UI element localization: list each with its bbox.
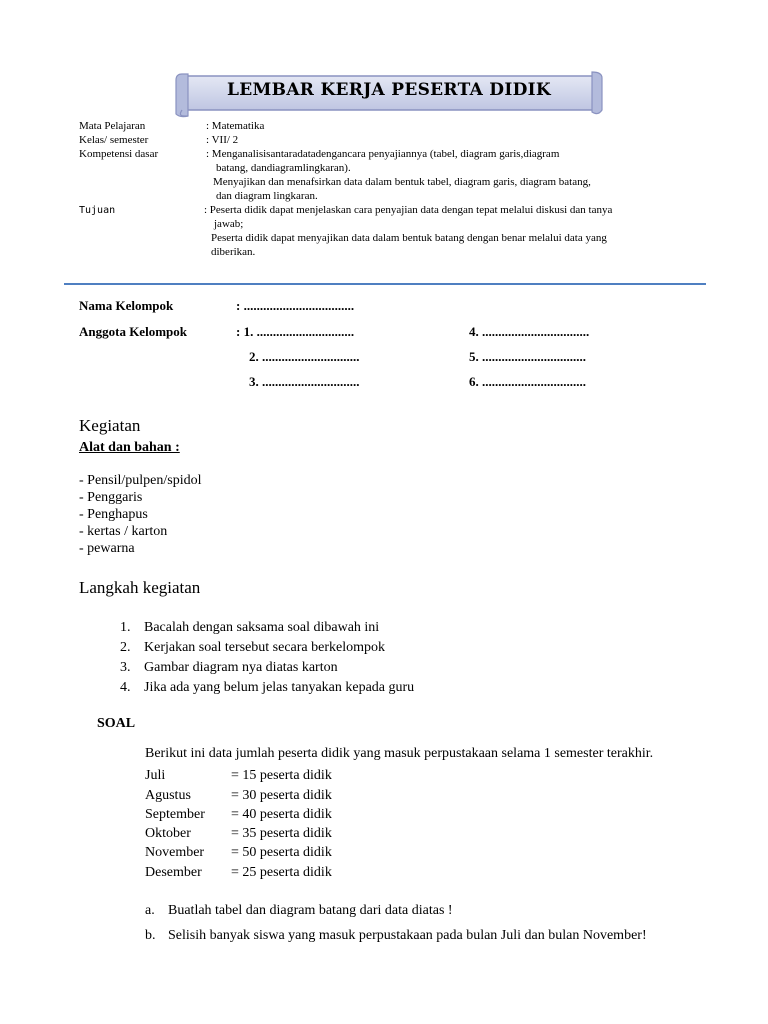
data-row: September = 40 peserta didik bbox=[145, 807, 332, 822]
kegiatan-heading: Kegiatan bbox=[79, 416, 141, 435]
page-title: LEMBAR KERJA PESERTA DIDIK bbox=[227, 80, 551, 100]
question-a: a. Buatlah tabel dan diagram batang dari data diatas ! bbox=[145, 903, 453, 918]
data-row: Juli = 15 peserta didik bbox=[145, 768, 332, 783]
alat-item: - pewarna bbox=[79, 541, 135, 556]
divider-line bbox=[64, 283, 706, 285]
soal-intro: Berikut ini data jumlah peserta didik yang masuk perpustakaan selama 1 semester terakhir. bbox=[145, 746, 654, 761]
kd-line-1: : Menganalisisantaradatadengancara penyajiannya (tabel, diagram garis,diagram bbox=[206, 148, 560, 160]
tujuan-line-1: : Peserta didik dapat menjelaskan cara penyajian data dengan tepat melalui diskusi dan tanya bbox=[204, 204, 613, 216]
anggota-field-2[interactable]: 2. .............................. bbox=[249, 349, 360, 364]
data-row: Oktober = 35 peserta didik bbox=[145, 826, 332, 841]
alat-item: - Pensil/pulpen/spidol bbox=[79, 473, 202, 488]
anggota-field-1[interactable]: : 1. .............................. bbox=[236, 324, 355, 339]
anggota-kelompok-label: Anggota Kelompok bbox=[79, 324, 187, 339]
mapel-value: : Matematika bbox=[206, 120, 265, 132]
alat-item: - Penghapus bbox=[79, 507, 148, 522]
data-row: Desember = 25 peserta didik bbox=[145, 865, 332, 880]
alat-item: - kertas / karton bbox=[79, 524, 168, 539]
anggota-field-4[interactable]: 4. ................................. bbox=[469, 324, 590, 339]
kelas-label: Kelas/ semester bbox=[79, 134, 149, 146]
kd-line-4: dan diagram lingkaran. bbox=[216, 190, 318, 202]
nama-kelompok-field[interactable]: : .................................. bbox=[236, 298, 355, 313]
anggota-field-3[interactable]: 3. .............................. bbox=[249, 374, 360, 389]
kd-line-2: batang, dandiagramlingkaran). bbox=[216, 162, 351, 174]
kd-label: Kompetensi dasar bbox=[79, 148, 159, 160]
data-row: November = 50 peserta didik bbox=[145, 845, 332, 860]
langkah-list bbox=[120, 618, 414, 698]
question-b: b. Selisih banyak siswa yang masuk perpustakaan pada bulan Juli dan bulan November! bbox=[145, 928, 647, 943]
mapel-label: Mata Pelajaran bbox=[79, 120, 146, 132]
title-banner bbox=[174, 70, 604, 120]
list-item: 3. Gambar diagram nya diatas karton bbox=[120, 660, 338, 675]
list-item: 2. Kerjakan soal tersebut secara berkelompok bbox=[120, 640, 386, 655]
alat-bahan-heading: Alat dan bahan : bbox=[79, 440, 180, 455]
tujuan-line-2: jawab; bbox=[214, 218, 244, 230]
anggota-field-5[interactable]: 5. ................................ bbox=[469, 349, 586, 364]
tujuan-line-3: Peserta didik dapat menyajikan data dalam bentuk batang dengan benar melalui data yang bbox=[211, 232, 607, 244]
anggota-field-6[interactable]: 6. ................................ bbox=[469, 374, 586, 389]
alat-item: - Penggaris bbox=[79, 490, 143, 505]
tujuan-line-4: diberikan. bbox=[211, 246, 256, 258]
langkah-heading: Langkah kegiatan bbox=[79, 578, 201, 597]
kelas-value: : VII/ 2 bbox=[206, 134, 239, 146]
list-item: 4. Jika ada yang belum jelas tanyakan kepada guru bbox=[120, 680, 415, 695]
tujuan-label: Tujuan bbox=[79, 205, 116, 216]
nama-kelompok-label: Nama Kelompok bbox=[79, 298, 174, 313]
kd-line-3: Menyajikan dan menafsirkan data dalam bentuk tabel, diagram garis, diagram batang, bbox=[213, 176, 591, 188]
soal-heading: SOAL bbox=[97, 716, 136, 731]
data-row: Agustus = 30 peserta didik bbox=[145, 788, 332, 803]
list-item: 1. Bacalah dengan saksama soal dibawah ini bbox=[120, 620, 380, 635]
